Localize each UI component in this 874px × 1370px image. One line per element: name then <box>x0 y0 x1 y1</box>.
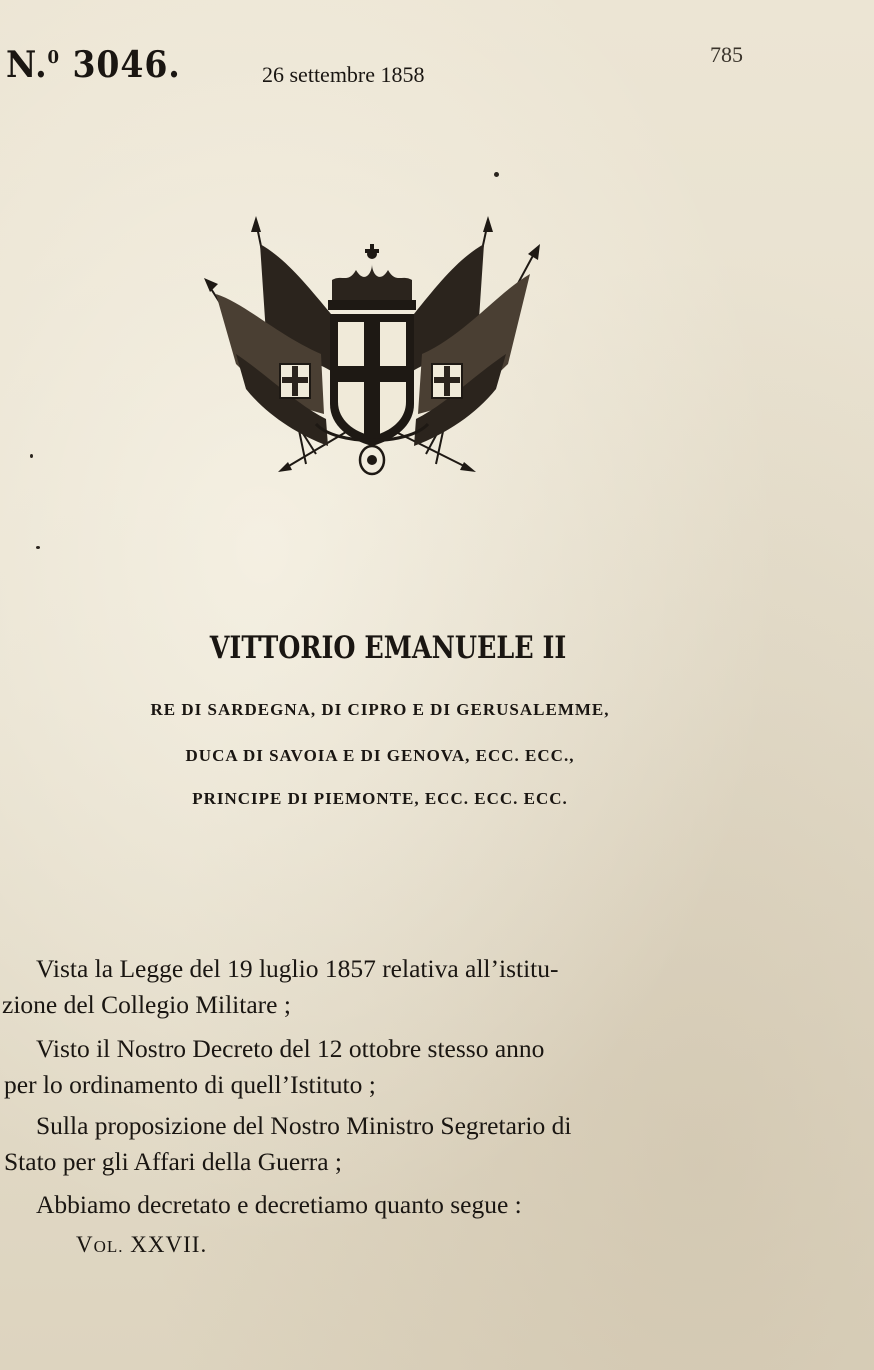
volume-label: VOL. XXVII. <box>76 1232 208 1257</box>
savoy-coat-of-arms-icon <box>196 214 546 484</box>
ink-speck <box>494 172 499 177</box>
body-line: Sulla proposizione del Nostro Ministro Segretario di <box>36 1111 572 1140</box>
decree-number: N.$^0$ 3046. <box>6 44 181 86</box>
title-line-1: RE DI SARDEGNA, DI CIPRO E DI GERUSALEMME, <box>150 700 610 719</box>
ink-speck <box>36 546 40 549</box>
ink-speck <box>30 454 33 458</box>
body-line: Abbiamo decretato e decretiamo quanto segue : <box>36 1190 522 1219</box>
body-line: Visto il Nostro Decreto del 12 ottobre stesso anno <box>36 1034 545 1063</box>
body-line: Vista la Legge del 19 luglio 1857 relativa all’istitu- <box>36 954 559 983</box>
page-number: 785 <box>710 42 743 67</box>
king-title: VITTORIO EMANUELE II <box>209 630 567 666</box>
title-line-2: DUCA DI SAVOIA E DI GENOVA, ECC. ECC., <box>185 746 575 765</box>
body-line: Stato per gli Affari della Guerra ; <box>4 1147 342 1176</box>
decree-date: 26 settembre 1858 <box>262 62 425 87</box>
body-line: per lo ordinamento di quell’Istituto ; <box>4 1070 376 1099</box>
body-line: zione del Collegio Militare ; <box>2 990 291 1019</box>
title-line-3: PRINCIPE DI PIEMONTE, ECC. ECC. ECC. <box>192 789 568 808</box>
